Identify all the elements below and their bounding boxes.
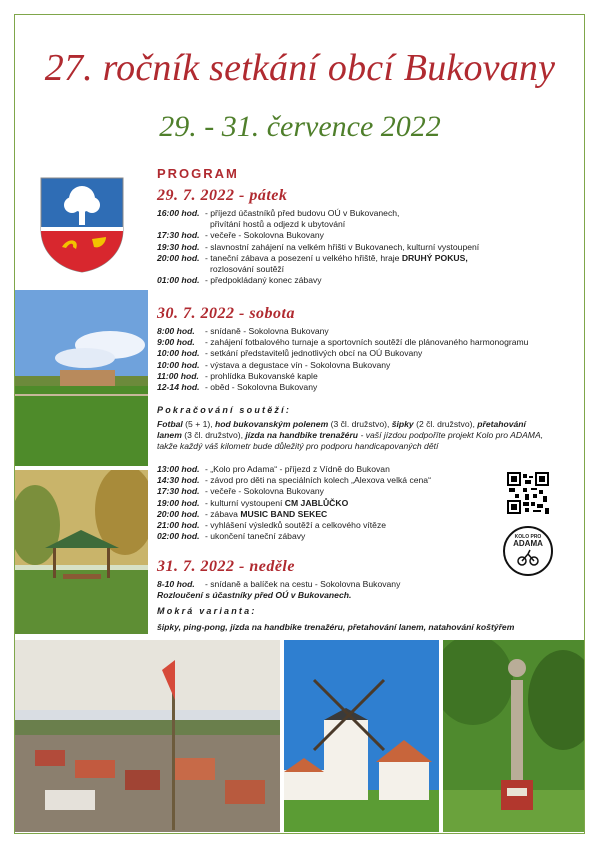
- schedule-item: 20:00 hod. - zábava MUSIC BAND SEKEC: [157, 508, 328, 519]
- main-title: 27. ročník setkání obcí Bukovany: [44, 47, 556, 89]
- program-heading: PROGRAM: [157, 166, 239, 181]
- day3-title: 31. 7. 2022 - neděle: [157, 558, 295, 575]
- schedule-item: 12-14 hod. - oběd - Sokolovna Bukovany: [157, 382, 318, 393]
- schedule-item: 10:00 hod. - výstava a degustace vín - Sokolovna Bukovany: [157, 359, 391, 370]
- sports-field-photo: [15, 290, 148, 466]
- schedule-item: 9:00 hod. - zahájení fotbalového turnaje a sportovních soutěží dle plánovaného harmonogramu: [157, 337, 529, 348]
- schedule-item: rozlosování soutěží: [210, 264, 285, 275]
- schedule-item: 8-10 hod. - snídaně a balíček na cestu - Sokolovna Bukovany: [157, 579, 401, 589]
- wet-variant-heading: Mokrá varianta:: [157, 606, 257, 616]
- schedule-item: 19:30 hod. - slavnostní zahájení na velkém hřišti v Bukovanech, kulturní vystoupení: [157, 241, 480, 252]
- schedule-item: 20:00 hod. - taneční zábava a posezení u velkého hřiště, hraje DRUHÝ POKUS,: [157, 252, 468, 263]
- event-dates: 29. - 31. července 2022: [159, 110, 441, 143]
- competitions-text: Fotbal (5 + 1), hod bukovanským polenem (3 čl. družstvo), šipky (2 čl. družstvo), přetahování lanem (3 čl. družstvo), jízda na handbike trenažéru - vaší jízdou podpoříte projekt Kolo pro ADAMA, takže každý váš kilometr bude důležitý pro podporu handicapovaných dětí: [157, 419, 544, 452]
- schedule-item: 16:00 hod. - příjezd účastníků před budovu OÚ v Bukovanech,: [157, 208, 400, 218]
- schedule-item: 02:00 hod. - ukončení taneční zábavy: [157, 531, 306, 542]
- schedule-item: 11:00 hod. - prohlídka Bukovanské kaple: [157, 370, 318, 381]
- village-aerial-photo: [15, 640, 280, 832]
- day2-title: 30. 7. 2022 - sobota: [157, 305, 295, 322]
- day2-schedule: [157, 326, 528, 393]
- day3-schedule: [157, 579, 400, 590]
- rider-icon: [516, 548, 540, 566]
- schedule-item: přivítání hostů a odjezd k ubytování: [210, 219, 346, 230]
- competitions-heading: Pokračování soutěží:: [157, 405, 292, 415]
- schedule-item: 21:00 hod. - vyhlášení výsledků soutěží a celkového vítěze: [157, 520, 387, 531]
- schedule-item: 14:30 hod. - závod pro děti na speciálních kolech „Alexova velká cena“: [157, 475, 431, 486]
- qr-code-icon: [507, 472, 549, 514]
- windmill-photo: [284, 640, 439, 832]
- schedule-item: 8:00 hod. - snídaně - Sokolovna Bukovany: [157, 326, 329, 336]
- statue-photo: [443, 640, 584, 832]
- schedule-item: 10:00 hod. - setkání představitelů jednotlivých obcí na OÚ Bukovany: [157, 348, 423, 359]
- schedule-item: 17:30 hod. - večeře - Sokolovna Bukovany: [157, 230, 324, 241]
- schedule-item: 01:00 hod. - předpokládaný konec zábavy: [157, 275, 322, 286]
- kolo-pro-adama-logo: KOLO PRO ADAMA: [503, 526, 553, 576]
- wet-variant-text: šipky, ping-pong, jízda na handbike trenažéru, přetahování lanem, natahování koštýřem: [157, 622, 515, 632]
- day1-schedule: [157, 208, 479, 286]
- day2-evening-schedule: [157, 464, 431, 542]
- day1-title: 29. 7. 2022 - pátek: [157, 187, 288, 204]
- farewell-text: Rozloučení s účastníky před OÚ v Bukovanech.: [157, 590, 352, 600]
- schedule-item: 13:00 hod. - „Kolo pro Adama“ - příjezd z Vídně do Bukovan: [157, 464, 390, 474]
- gazebo-photo: [15, 470, 148, 634]
- schedule-item: 17:30 hod. - večeře - Sokolovna Bukovany: [157, 486, 324, 497]
- coat-of-arms-icon: [40, 177, 124, 273]
- schedule-item: 19:00 hod. - kulturní vystoupení CM JABLŮČKO: [157, 497, 349, 508]
